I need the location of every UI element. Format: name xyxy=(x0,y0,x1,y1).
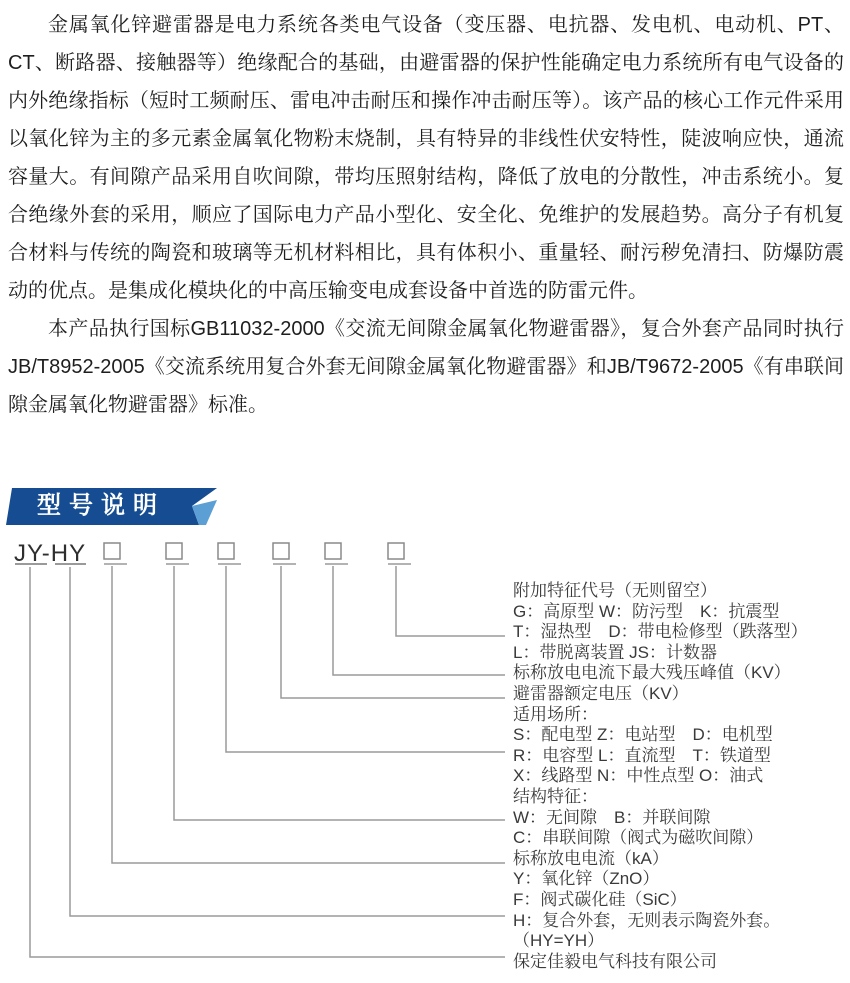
legend-row: 结构特征： xyxy=(513,786,598,806)
legend-row: Y：氧化锌（ZnO） xyxy=(513,869,660,889)
legend-row: X：线路型 N：中性点型 O：油式 xyxy=(513,766,764,786)
model-code-prefix: JY-HY xyxy=(14,540,87,567)
legend-row: 避雷器额定电压（KV） xyxy=(513,683,689,703)
intro-paragraph-2: 本产品执行国标GB11032-2000《交流无间隙金属氧化物避雷器》，复合外套产品同时执行JB/T8952-2005《交流系统用复合外套无间隙金属氧化物避雷器》和JB/T9672-2005《有串联间隙金属氧化物避雷器》标准。 xyxy=(8,318,844,416)
legend-row: 附加特征代号（无则留空） xyxy=(513,581,717,600)
placeholder-box-icon xyxy=(166,543,182,559)
intro-paragraph-1: 金属氧化锌避雷器是电力系统各类电气设备（变压器、电抗器、发电机、电动机、PT、CT、断路器、接触器等）绝缘配合的基础，由避雷器的保护性能确定电力系统所有电气设备的内外绝缘指标（短时工频耐压、雷电冲击耐压和操作冲击耐压等）。该产品的核心工作元件采用以氧化锌为主的多元素金属氧化物粉末烧制，具有特异的非线性伏安特性，陡波响应快，通流容量大。有间隙产品采用自吹间隙，带均压照射结构，降低了放电的分散性，冲击系统小。复合绝缘外套的采用，顺应了国际电力产品小型化、安全化、免维护的发展趋势。高分子有机复合材料与传统的陶瓷和玻璃等无机材料相比，具有体积小、重量轻、耐污秽免清扫、防爆防震动的优点。是集成化模块化的中高压输变电成套设备中首选的防雷元件。 xyxy=(8,14,844,302)
legend-row: 适用场所： xyxy=(513,704,598,724)
placeholder-box-icon xyxy=(273,543,289,559)
legend-row: C：串联间隙（阀式为磁吹间隙） xyxy=(513,828,764,848)
connector-box4 xyxy=(281,566,505,698)
legend-row: R：电容型 L：直流型 T：铁道型 xyxy=(513,745,771,765)
model-code-connector-lines xyxy=(30,566,505,957)
connector-box5 xyxy=(333,566,505,675)
legend-row: W：无间隙 B：并联间隙 xyxy=(513,807,711,827)
placeholder-boxes xyxy=(104,543,404,559)
model-code-legend xyxy=(513,581,848,972)
legend-row: H：复合外套，无则表示陶瓷外套。 xyxy=(513,910,781,930)
legend-row: L：带脱离装置 JS：计数器 xyxy=(513,642,718,662)
connector-jy xyxy=(30,567,505,957)
placeholder-box-icon xyxy=(325,543,341,559)
legend-row: F：阀式碳化硅（SiC） xyxy=(513,889,687,909)
placeholder-box-icon xyxy=(104,543,120,559)
legend-row: G：高原型 W：防污型 K：抗震型 xyxy=(513,601,780,621)
section-title: 型号说明 xyxy=(37,492,165,519)
legend-row: 标称放电电流下最大残压峰值（KV） xyxy=(513,663,791,683)
legend-row: 标称放电电流（kA） xyxy=(513,848,669,868)
connector-box2 xyxy=(174,566,505,820)
intro-text-block xyxy=(8,6,844,424)
placeholder-box-icon xyxy=(218,543,234,559)
legend-row: （HY=YH） xyxy=(513,931,605,951)
connector-box1 xyxy=(112,566,505,863)
legend-row: 保定佳毅电气科技有限公司 xyxy=(513,951,717,971)
placeholder-box-icon xyxy=(388,543,404,559)
legend-row: S：配电型 Z：电站型 D：电机型 xyxy=(513,725,773,745)
connector-box6 xyxy=(396,566,505,636)
connector-box3 xyxy=(226,566,505,752)
legend-row: T：湿热型 D：带电检修型（跌落型） xyxy=(513,622,808,642)
